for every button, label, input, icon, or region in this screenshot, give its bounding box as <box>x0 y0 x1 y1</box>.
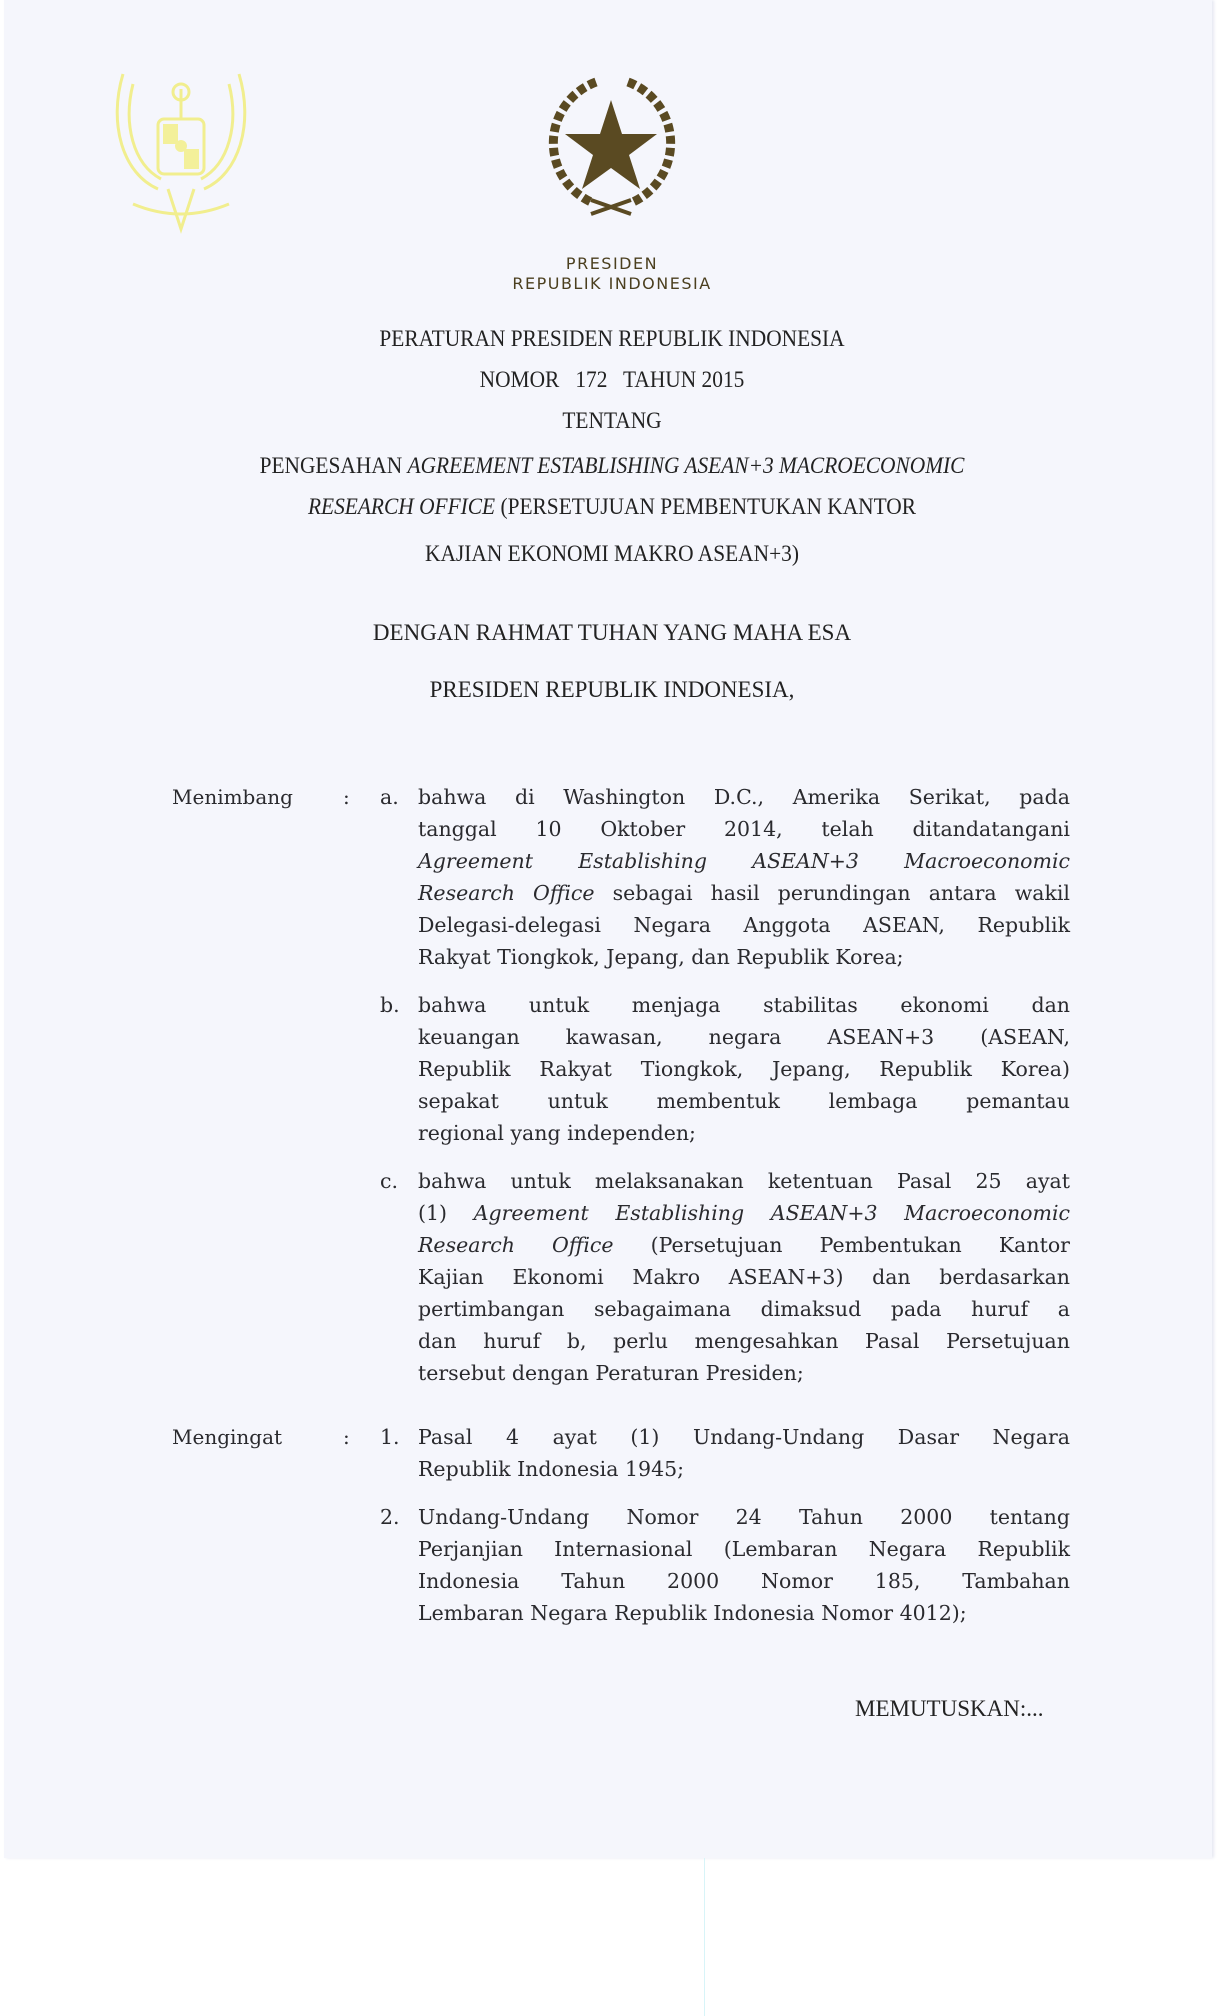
text: pertimbangan sebagaimana dimaksud pada huruf a <box>418 1297 1070 1321</box>
subject-italic-text: AGREEMENT ESTABLISHING ASEAN+3 MACROECONOMIC <box>407 453 965 478</box>
list-marker: c. <box>380 1169 398 1193</box>
continuation-text: MEMUTUSKAN:... <box>855 1696 1044 1721</box>
garuda-emblem-icon <box>103 64 259 234</box>
item-text <box>418 781 1070 973</box>
section-label: Mengingat <box>172 1425 283 1449</box>
text-line <box>418 1197 1070 1229</box>
text: Lembaran Negara Republik Indonesia Nomor 4012); <box>418 1601 967 1625</box>
text-line <box>418 1325 1070 1357</box>
section-colon: : <box>343 1425 350 1449</box>
text-line <box>418 909 1070 941</box>
text-line <box>418 1453 1070 1485</box>
presidential-star-emblem-icon <box>536 72 686 217</box>
letterhead-line-1: PRESIDEN <box>565 254 659 273</box>
text: Perjanjian Internasional (Lembaran Negara Republik <box>418 1537 1070 1561</box>
regulation-subject-line-2 <box>43 494 1181 520</box>
text: tanggal 10 Oktober 2014, telah ditandatangani <box>418 817 1070 841</box>
text-line <box>418 1293 1070 1325</box>
item-text <box>418 1165 1070 1389</box>
text-line <box>418 1421 1070 1453</box>
text-line <box>418 1357 1070 1389</box>
scan-seam <box>704 1858 705 2016</box>
preamble-line-1: DENGAN RAHMAT TUHAN YANG MAHA ESA <box>372 620 852 645</box>
text: bahwa untuk menjaga stabilitas ekonomi dan <box>418 993 1070 1017</box>
section-label: Menimbang <box>172 785 293 809</box>
subject-italic-text: RESEARCH OFFICE <box>307 494 496 519</box>
text: Republik Rakyat Tiongkok, Jepang, Republik Korea) <box>418 1057 1070 1081</box>
item-text <box>418 989 1070 1149</box>
text-line <box>418 1021 1070 1053</box>
text: bahwa untuk melaksanakan ketentuan Pasal 25 ayat <box>418 1169 1070 1193</box>
regulation-about: TENTANG <box>562 408 662 433</box>
text-line <box>418 1261 1070 1293</box>
text: tersebut dengan Peraturan Presiden; <box>418 1361 804 1385</box>
text: regional yang independen; <box>418 1121 696 1145</box>
text-line <box>418 1053 1070 1085</box>
text-line <box>418 1501 1070 1533</box>
text-line <box>418 877 1070 909</box>
text: Rakyat Tiongkok, Jepang, dan Republik Korea; <box>418 945 904 969</box>
list-marker: 2. <box>380 1505 400 1529</box>
text: keuangan kawasan, negara ASEAN+3 (ASEAN, <box>418 1025 1070 1049</box>
text: sepakat untuk membentuk lembaga pemantau <box>418 1089 1070 1113</box>
text-line <box>418 1085 1070 1117</box>
text: Republik Indonesia 1945; <box>418 1457 685 1481</box>
italic-text: Agreement Establishing ASEAN+3 Macroeconomic <box>418 849 1070 873</box>
item-text <box>418 1501 1070 1629</box>
text: (1) <box>418 1201 474 1225</box>
text-line <box>418 845 1070 877</box>
italic-text: Research Office <box>418 881 595 905</box>
text-line <box>418 1597 1070 1629</box>
text: Delegasi-delegasi Negara Anggota ASEAN, Republik <box>418 913 1070 937</box>
text: (Persetujuan Pembentukan Kantor <box>613 1233 1070 1257</box>
text: Undang-Undang Nomor 24 Tahun 2000 tentang <box>418 1505 1070 1529</box>
italic-text: Research Office <box>418 1233 614 1257</box>
text: dan huruf b, perlu mengesahkan Pasal Persetujuan <box>418 1329 1070 1353</box>
text: Pasal 4 ayat (1) Undang-Undang Dasar Negara <box>418 1425 1070 1449</box>
text: sebagai hasil perundingan antara wakil <box>594 881 1070 905</box>
text: Indonesia Tahun 2000 Nomor 185, Tambahan <box>418 1569 1070 1593</box>
letterhead-line-2: REPUBLIK INDONESIA <box>512 274 712 293</box>
list-marker: 1. <box>380 1425 400 1449</box>
text: bahwa di Washington D.C., Amerika Serikat, pada <box>418 785 1070 809</box>
text: Kajian Ekonomi Makro ASEAN+3) dan berdasarkan <box>418 1265 1070 1289</box>
text-line <box>418 1565 1070 1597</box>
regulation-subject-line-1 <box>43 453 1181 479</box>
text-line <box>418 941 1070 973</box>
subject-text: (PERSETUJUAN PEMBENTUKAN KANTOR <box>495 494 917 519</box>
regulation-subject-line-3: KAJIAN EKONOMI MAKRO ASEAN+3) <box>425 541 799 566</box>
text-line <box>418 1165 1070 1197</box>
item-text <box>418 1421 1070 1485</box>
text-line <box>418 813 1070 845</box>
text-line <box>418 781 1070 813</box>
section-colon: : <box>343 785 350 809</box>
text-line <box>418 1229 1070 1261</box>
subject-text: PENGESAHAN <box>259 453 408 478</box>
regulation-number: NOMOR 172 TAHUN 2015 <box>479 367 745 392</box>
preamble-line-2: PRESIDEN REPUBLIK INDONESIA, <box>429 677 795 702</box>
text-line <box>418 1533 1070 1565</box>
text-line <box>418 1117 1070 1149</box>
text-line <box>418 989 1070 1021</box>
list-marker: a. <box>380 785 399 809</box>
regulation-title: PERATURAN PRESIDEN REPUBLIK INDONESIA <box>379 326 845 351</box>
italic-text: Agreement Establishing ASEAN+3 Macroeconomic <box>473 1201 1070 1225</box>
list-marker: b. <box>380 993 400 1017</box>
